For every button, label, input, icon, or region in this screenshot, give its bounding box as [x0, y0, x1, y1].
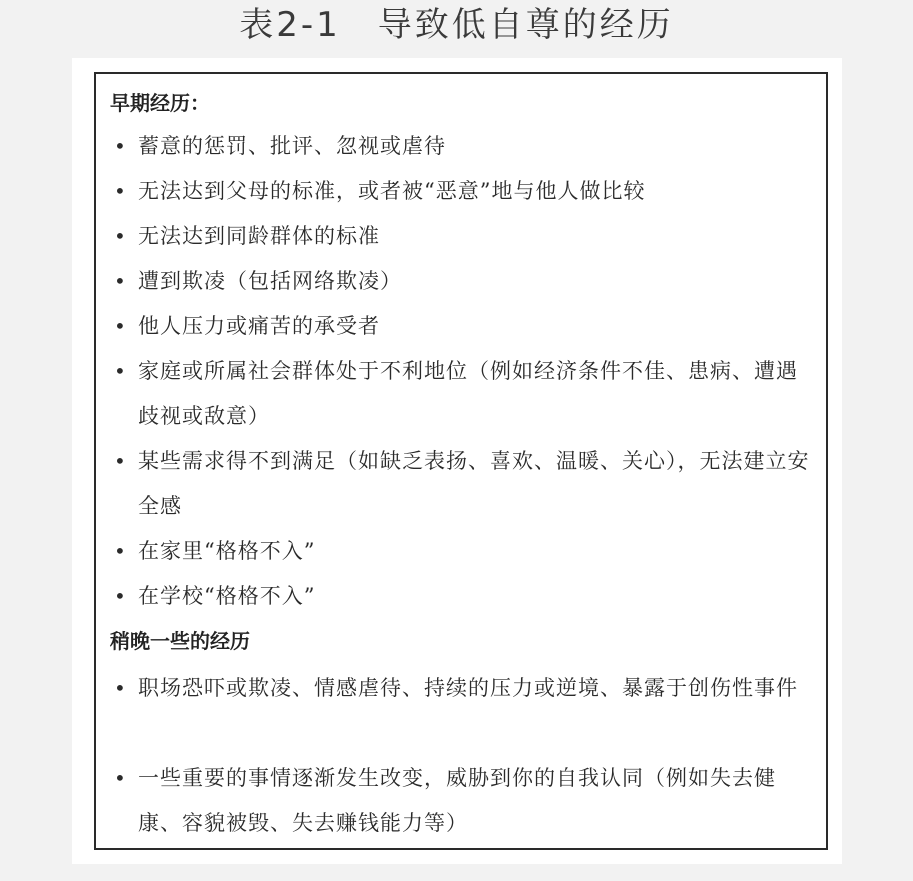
- section-heading-early: 早期经历：: [110, 91, 210, 115]
- bullet-icon: •: [114, 134, 126, 158]
- list-item: [114, 169, 814, 214]
- list-item-text: 无法达到父母的标准，或者被“恶意”地与他人做比较: [138, 179, 646, 203]
- list-item: [114, 574, 814, 619]
- bullet-icon: •: [114, 766, 126, 790]
- content-box: [94, 72, 828, 850]
- list-item: [114, 124, 814, 169]
- list-item-text: 无法达到同龄群体的标准: [138, 224, 380, 248]
- bullet-icon: •: [114, 584, 126, 608]
- list-item-text: 职场恐吓或欺凌、情感虐待、持续的压力或逆境、暴露于创伤性事件: [138, 676, 798, 700]
- bullet-icon: •: [114, 359, 126, 383]
- bullet-icon: •: [114, 449, 126, 473]
- table-title: 表2-1 导致低自尊的经历: [239, 5, 674, 45]
- list-item: [114, 756, 814, 846]
- bullet-icon: •: [114, 539, 126, 563]
- list-item-text: 遭到欺凌（包括网络欺凌）: [138, 269, 402, 293]
- list-item-text: 在学校“格格不入”: [138, 584, 316, 608]
- list-item: [114, 439, 814, 529]
- list-item: [114, 214, 814, 259]
- bullet-icon: •: [114, 269, 126, 293]
- list-item-text: 一些重要的事情逐渐发生改变，威胁到你的自我认同（例如失去健康、容貌被毁、失去赚钱能力等）: [138, 766, 776, 835]
- list-item: [114, 259, 814, 304]
- list-item: [114, 304, 814, 349]
- bullet-icon: •: [114, 676, 126, 700]
- list-item-text: 某些需求得不到满足（如缺乏表扬、喜欢、温暖、关心），无法建立安全感: [138, 449, 810, 518]
- list-item: [114, 529, 814, 574]
- list-item: [114, 666, 814, 711]
- list-item-text: 他人压力或痛苦的承受者: [138, 314, 380, 338]
- list-item: [114, 349, 814, 439]
- list-item-text: 家庭或所属社会群体处于不利地位（例如经济条件不佳、患病、遭遇歧视或敌意）: [138, 359, 798, 428]
- bullet-icon: •: [114, 224, 126, 248]
- bullet-icon: •: [114, 314, 126, 338]
- list-item-text: 在家里“格格不入”: [138, 539, 316, 563]
- bullet-icon: •: [114, 179, 126, 203]
- section-heading-later: 稍晚一些的经历: [110, 629, 250, 653]
- list-item-text: 蓄意的惩罚、批评、忽视或虐待: [138, 134, 446, 158]
